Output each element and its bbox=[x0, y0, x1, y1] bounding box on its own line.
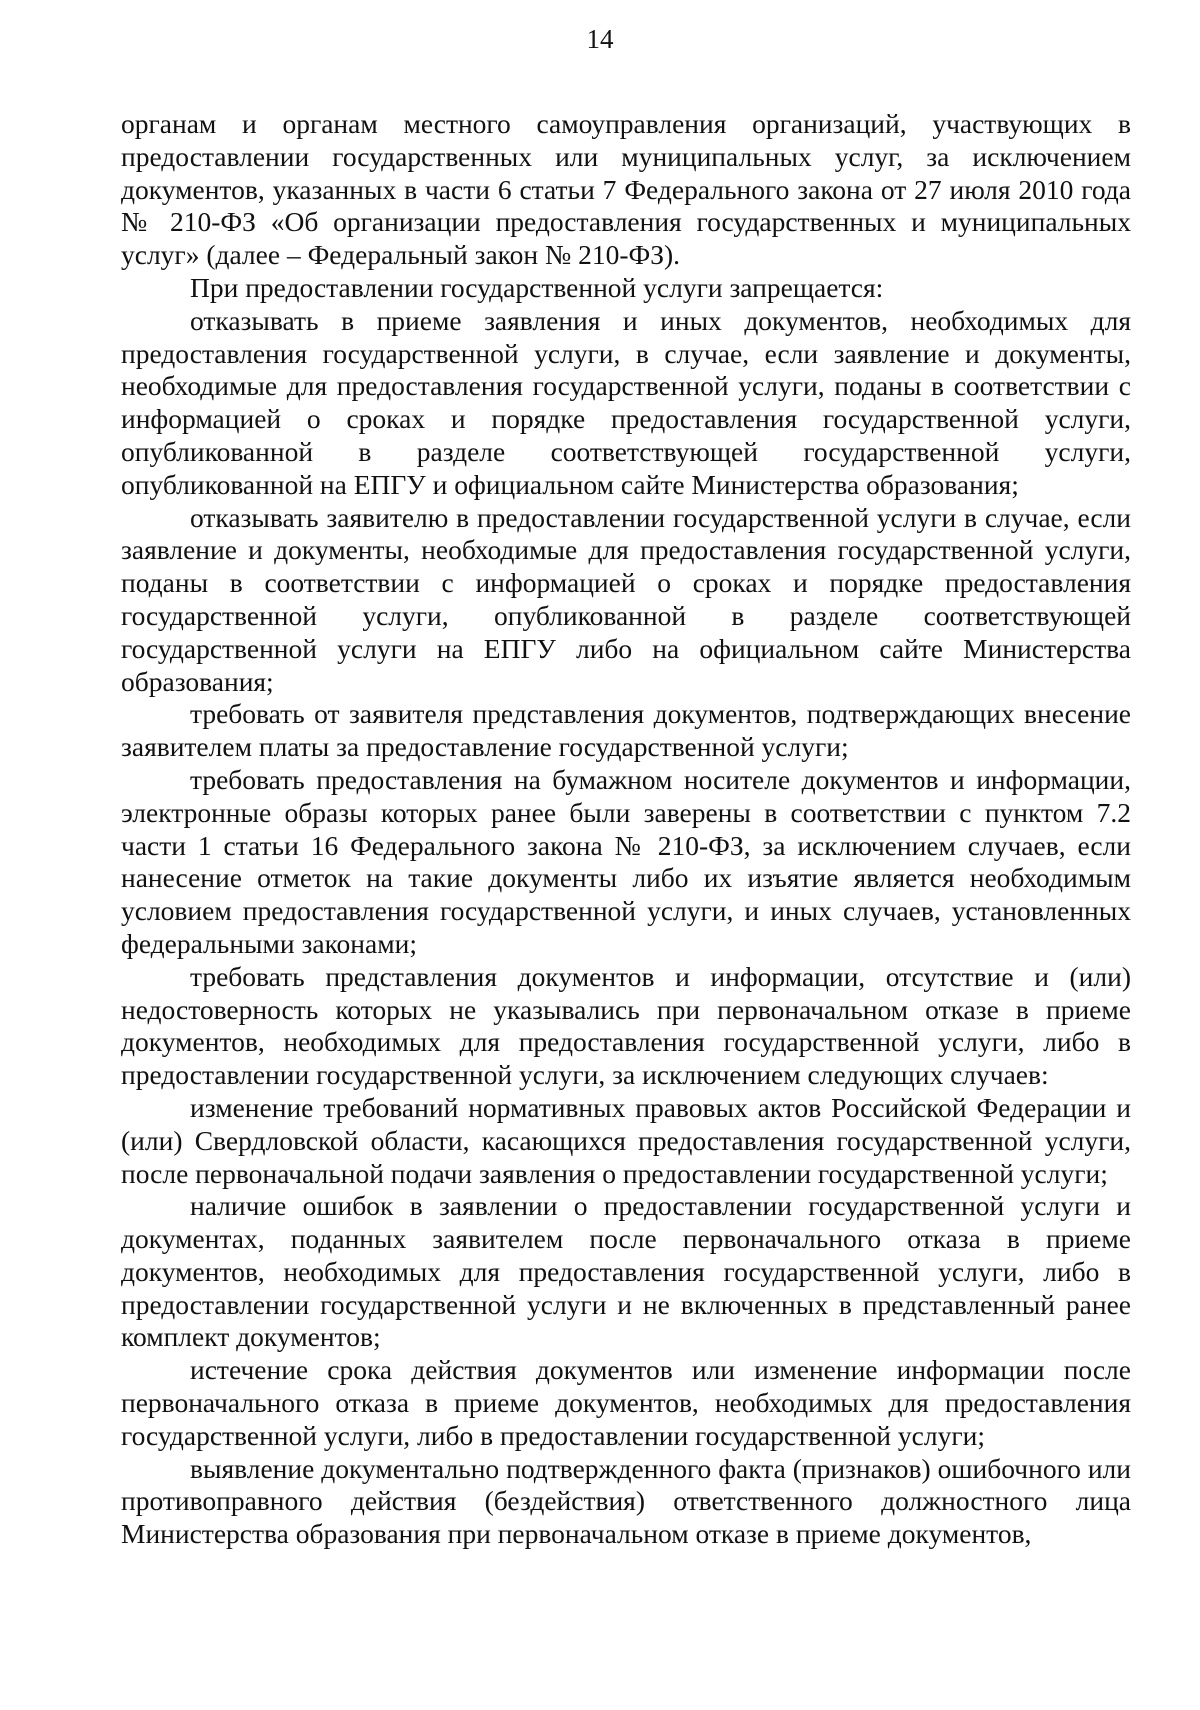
paragraph: отказывать в приеме заявления и иных документов, необходимых для предоставления государственной услуги, в случае, если заявление и документы, необходимые для предоставления государственной услуги, поданы в соответствии с информацией о сроках и порядке предоставления государственной услуги, опубликованной в разделе соответствующей государственной услуги, опубликованной на ЕПГУ и официальном сайте Министерства образования; bbox=[121, 304, 1131, 500]
paragraph: требовать представления документов и информации, отсутствие и (или) недостоверность которых не указывались при первоначальном отказе в приеме документов, необходимых для предоставления государственной услуги, либо в предоставлении государственной услуги, за исключением следующих случаев: bbox=[121, 960, 1131, 1091]
paragraph: наличие ошибок в заявлении о предоставлении государственной услуги и документах, поданных заявителем после первоначального отказа в приеме документов, необходимых для предоставления государственной услуги, либо в предоставлении государственной услуги и не включенных в представленный ранее комплект документов; bbox=[121, 1190, 1131, 1353]
document-body bbox=[121, 108, 1131, 1551]
paragraph-continuation: органам и органам местного самоуправления организаций, участвующих в предоставлении государственных или муниципальных услуг, за исключением документов, указанных в части 6 статьи 7 Федерального закона от 27 июля 2010 года № 210-ФЗ «Об организации предоставления государственных и муниципальных услуг» (далее – Федеральный закон № 210-ФЗ). bbox=[121, 108, 1131, 271]
paragraph: отказывать заявителю в предоставлении государственной услуги в случае, если заявление и документы, необходимые для предоставления государственной услуги, поданы в соответствии с информацией о сроках и порядке предоставления государственной услуги, опубликованной в разделе соответствующей государственной услуги на ЕПГУ либо на официальном сайте Министерства образования; bbox=[121, 501, 1131, 697]
paragraph: При предоставлении государственной услуги запрещается: bbox=[190, 271, 884, 303]
paragraph: изменение требований нормативных правовых актов Российской Федерации и (или) Свердловской области, касающихся предоставления государственной услуги, после первоначальной подачи заявления о предоставлении государственной услуги; bbox=[121, 1091, 1131, 1189]
paragraph: требовать предоставления на бумажном носителе документов и информации, электронные образы которых ранее были заверены в соответствии с пунктом 7.2 части 1 статьи 16 Федерального закона № 210-ФЗ, за исключением случаев, если нанесение отметок на такие документы либо их изъятие является необходимым условием предоставления государственной услуги, и иных случаев, установленных федеральными законами; bbox=[121, 763, 1131, 959]
paragraph: выявление документально подтвержденного факта (признаков) ошибочного или противоправного действия (бездействия) ответственного должностного лица Министерства образования при первоначальном отказе в приеме документов, bbox=[121, 1452, 1131, 1550]
paragraph: требовать от заявителя представления документов, подтверждающих внесение заявителем платы за предоставление государственной услуги; bbox=[121, 698, 1131, 763]
paragraph: истечение срока действия документов или изменение информации после первоначального отказа в приеме документов, необходимых для предоставления государственной услуги, либо в предоставлении государственной услуги; bbox=[121, 1354, 1131, 1451]
page-number: 14 bbox=[586, 24, 614, 54]
